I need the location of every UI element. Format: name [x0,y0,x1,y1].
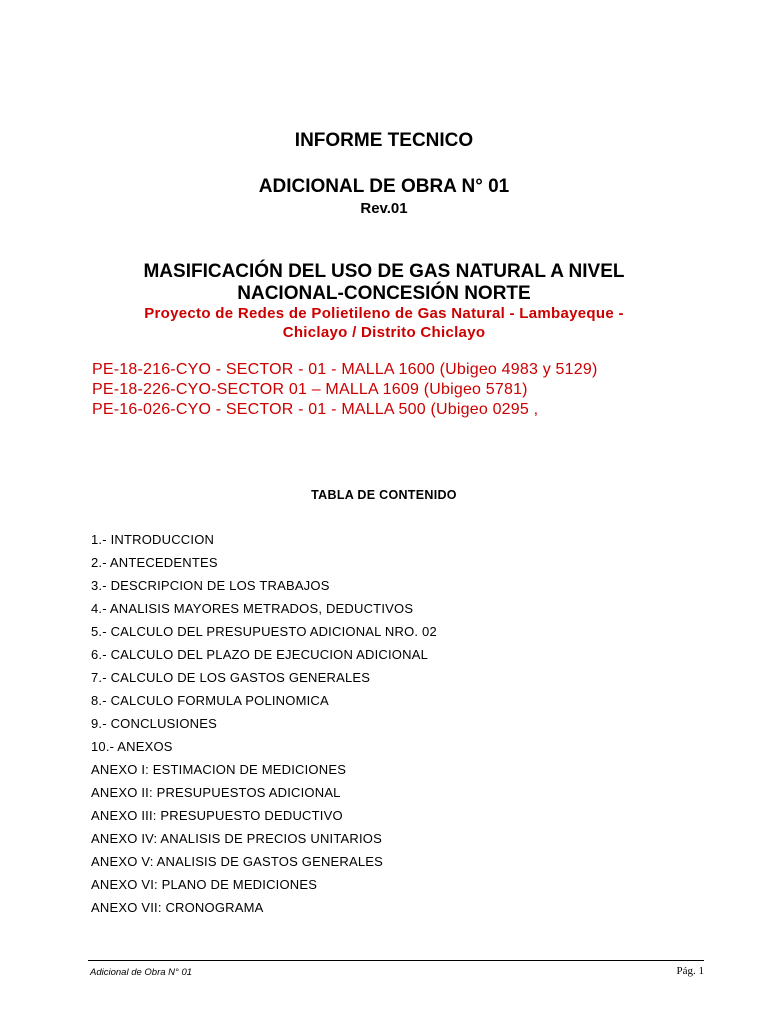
toc-heading: TABLA DE CONTENIDO [311,488,457,502]
adicional-title: ADICIONAL DE OBRA N° 01 [258,176,510,197]
footer-document-name: Adicional de Obra N° 01 [90,967,193,978]
project-code: PE-16-026-CYO - SECTOR - 01 - MALLA 500 (Ubigeo 0295 , [92,401,539,418]
toc-item: 5.- CALCULO DEL PRESUPUESTO ADICIONAL NRO. 02 [91,624,437,639]
project-subtitle-line-1: Proyecto de Redes de Polietileno de Gas Natural - Lambayeque - [144,305,624,322]
project-title-line-1: MASIFICACIÓN DEL USO DE GAS NATURAL A NIVEL [143,261,625,282]
toc-item: ANEXO VI: PLANO DE MEDICIONES [91,877,318,892]
toc-item: 1.- INTRODUCCION [91,532,215,547]
project-code: PE-18-216-CYO - SECTOR - 01 - MALLA 1600 (Ubigeo 4983 y 5129) [92,361,598,378]
toc-item: ANEXO III: PRESUPUESTO DEDUCTIVO [91,808,343,823]
footer-divider [88,960,704,961]
toc-item: ANEXO V: ANALISIS DE GASTOS GENERALES [91,854,384,869]
project-code-list [92,360,597,420]
toc-item: 10.- ANEXOS [91,739,173,754]
project-subtitle-line-2: Chiclayo / Distrito Chiclayo [282,324,486,341]
toc-item: 3.- DESCRIPCION DE LOS TRABAJOS [91,578,330,593]
toc-item: ANEXO VII: CRONOGRAMA [91,900,264,915]
toc-item: 4.- ANALISIS MAYORES METRADOS, DEDUCTIVOS [91,601,414,616]
toc-item: 9.- CONCLUSIONES [91,716,218,731]
toc-item: ANEXO IV: ANALISIS DE PRECIOS UNITARIOS [91,831,382,846]
table-of-contents [91,528,437,919]
toc-item: 7.- CALCULO DE LOS GASTOS GENERALES [91,670,371,685]
toc-item: ANEXO II: PRESUPUESTOS ADICIONAL [91,785,341,800]
project-code: PE-18-226-CYO-SECTOR 01 – MALLA 1609 (Ubigeo 5781) [92,381,528,398]
page-number: Pág. 1 [676,965,704,977]
toc-item: 6.- CALCULO DEL PLAZO DE EJECUCION ADICIONAL [91,647,429,662]
toc-item: 2.- ANTECEDENTES [91,555,218,570]
revision-label: Rev.01 [360,200,408,217]
toc-item: 8.- CALCULO FORMULA POLINOMICA [91,693,329,708]
toc-item: ANEXO I: ESTIMACION DE MEDICIONES [91,762,347,777]
document-title: INFORME TECNICO [294,130,474,151]
project-title-line-2: NACIONAL-CONCESIÓN NORTE [237,283,531,304]
